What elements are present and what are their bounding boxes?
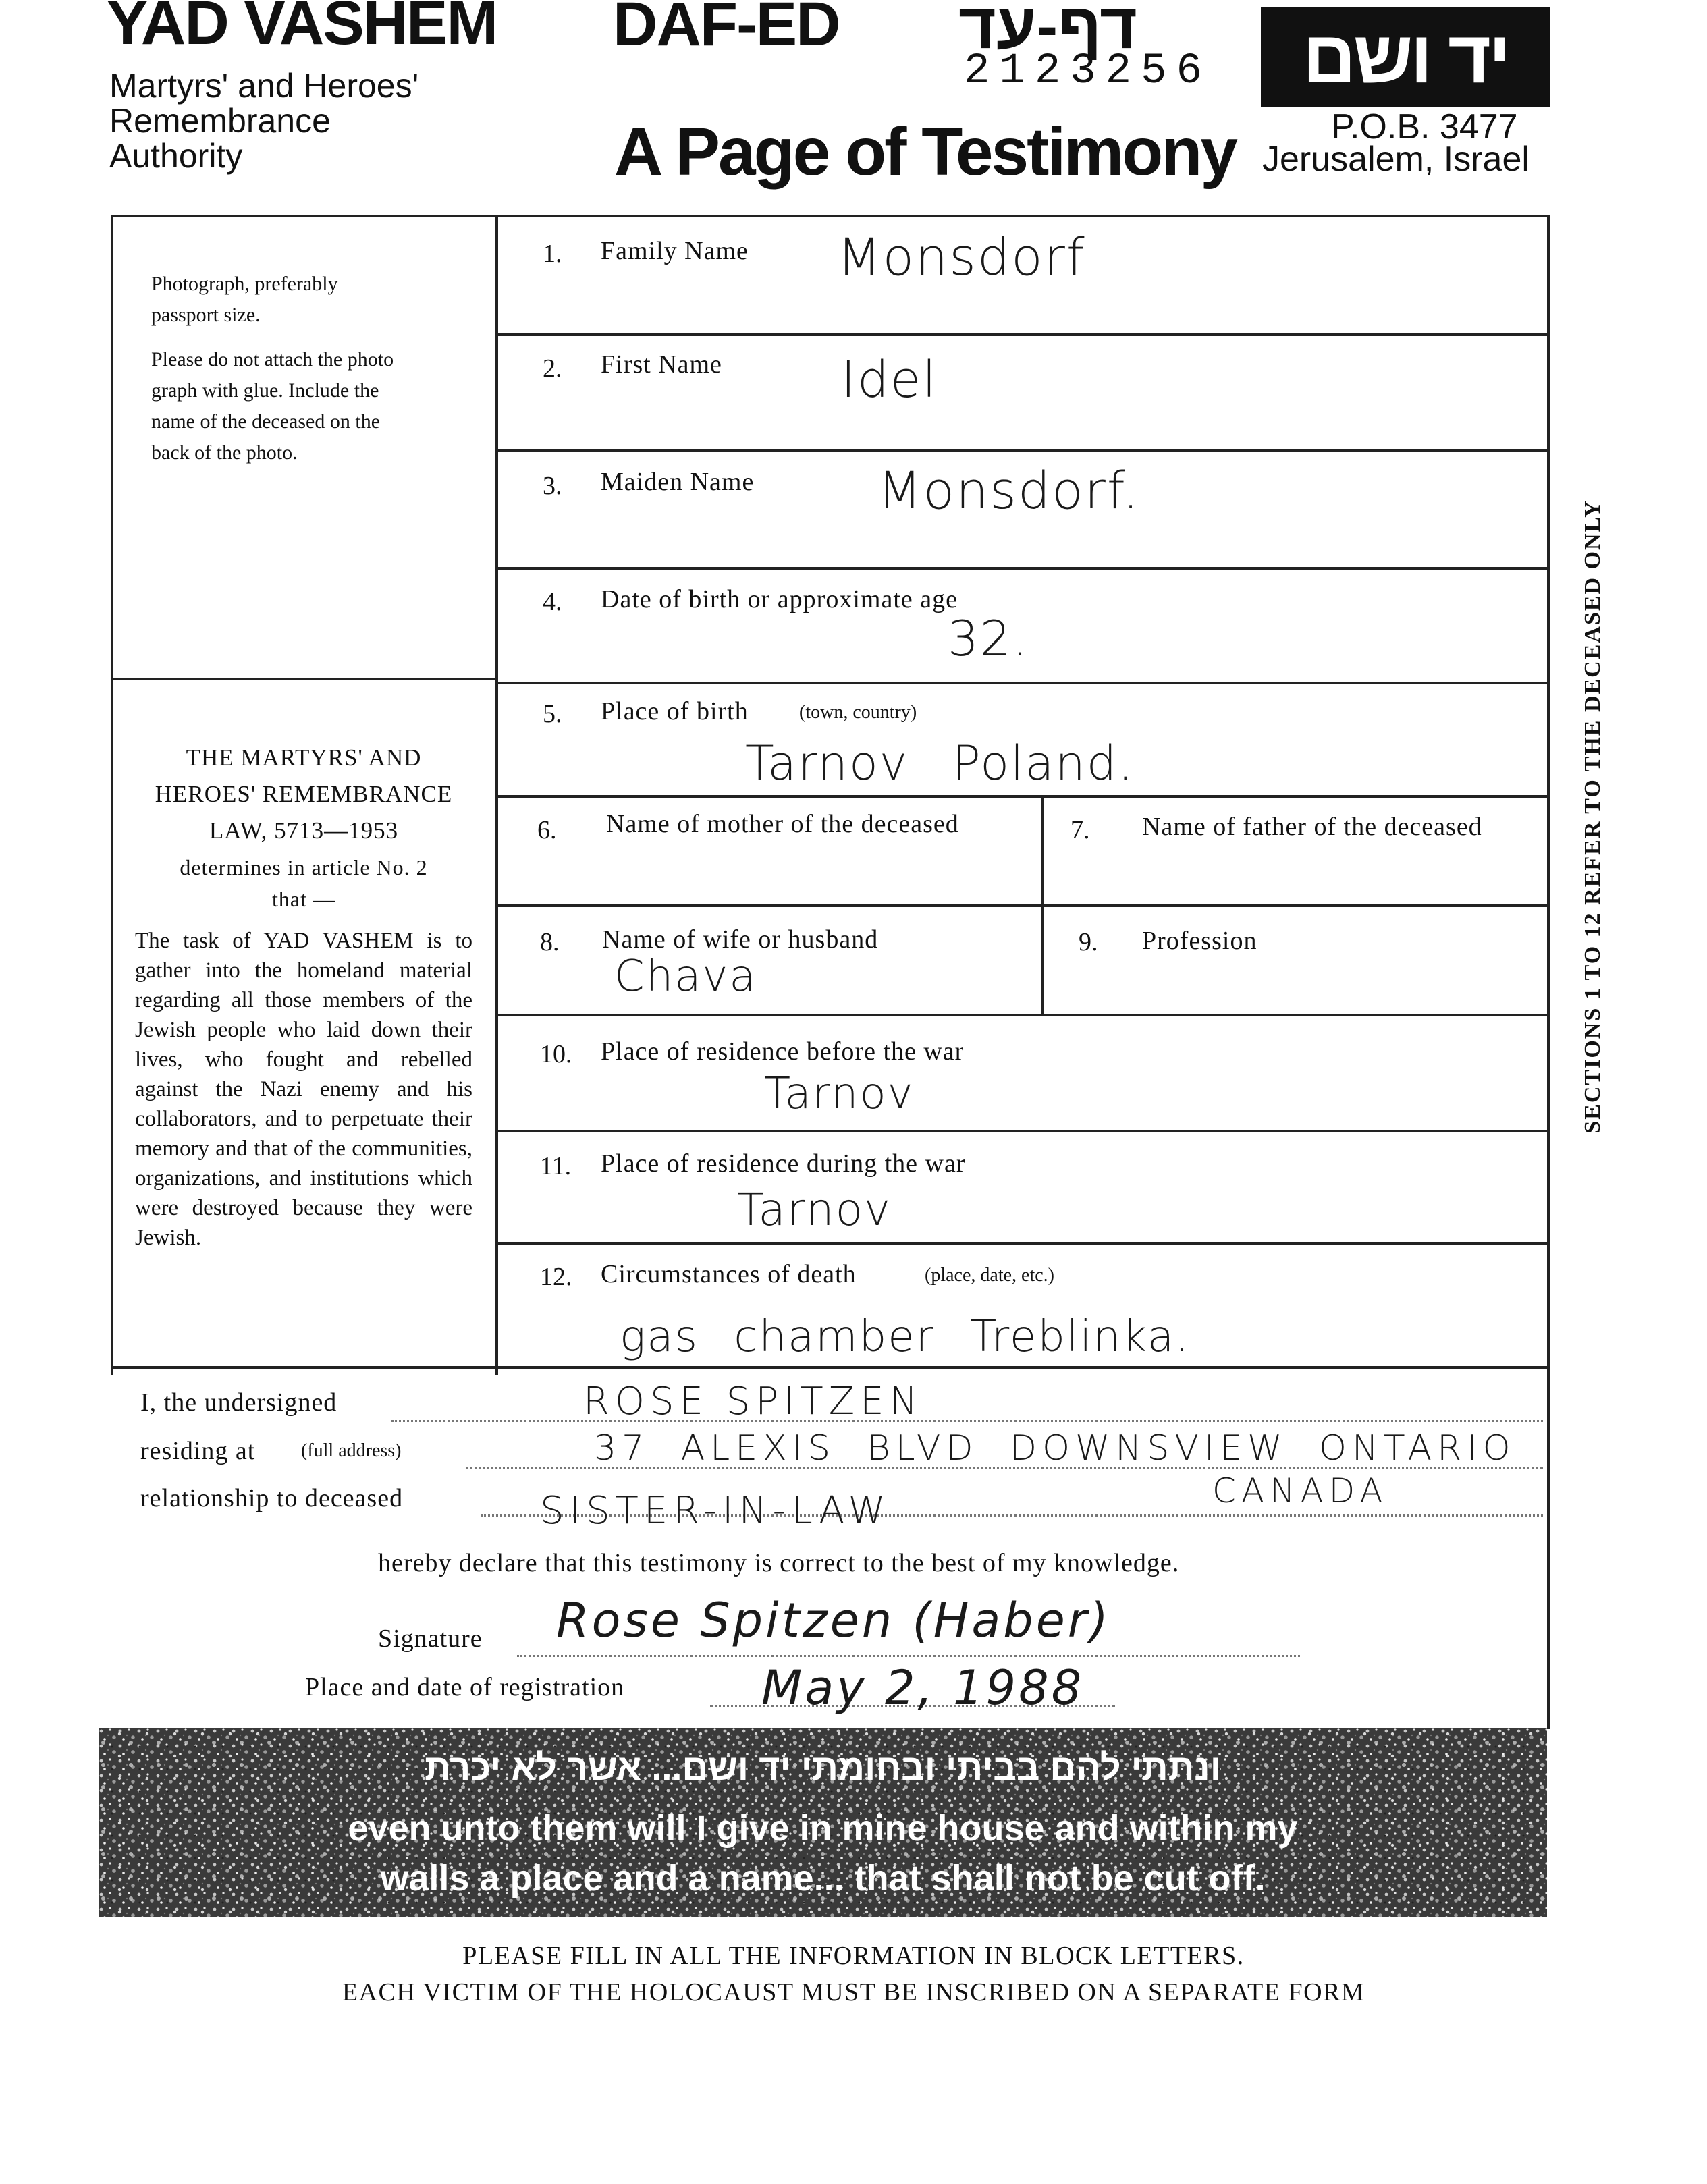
death-circumstances-sublabel: (place, date, etc.) bbox=[925, 1265, 1054, 1286]
field-number: 12. bbox=[540, 1263, 572, 1291]
logo-hebrew: יד ושם bbox=[1302, 15, 1509, 99]
org-title: YAD VASHEM bbox=[107, 0, 497, 57]
field-number: 5. bbox=[543, 700, 562, 728]
org-subtitle-line-3: Authority bbox=[109, 137, 243, 175]
residing-label: residing at bbox=[140, 1437, 256, 1465]
father-name-label: Name of father of the deceased bbox=[1142, 813, 1482, 841]
first-name-value: Idel bbox=[841, 351, 938, 409]
footer-line-1: PLEASE FILL IN ALL THE INFORMATION IN BLOCK LETTERS. bbox=[462, 1942, 1245, 1970]
maiden-name-label: Maiden Name bbox=[601, 468, 755, 496]
residence-during-value: Tarnov bbox=[737, 1184, 892, 1236]
signature-label: Signature bbox=[378, 1625, 483, 1653]
left-panel-divider bbox=[111, 678, 497, 680]
residence-during-label: Place of residence during the war bbox=[601, 1149, 966, 1178]
banner-line-1: even unto them will I give in mine house and within my bbox=[348, 1808, 1298, 1849]
city: Jerusalem, Israel bbox=[1262, 140, 1529, 179]
spouse-name-value: Chava bbox=[614, 952, 757, 1002]
side-note bbox=[1573, 432, 1613, 1201]
form-right-border bbox=[1547, 215, 1550, 1729]
form-top-border bbox=[111, 215, 1550, 217]
signature-line bbox=[517, 1655, 1300, 1657]
residing-value: 37 ALEXIS BLVD DOWNSVIEW ONTARIO bbox=[594, 1428, 1516, 1469]
birth-date-label: Date of birth or approximate age bbox=[601, 585, 958, 613]
birth-place-value: Tarnov Poland. bbox=[745, 736, 1135, 791]
row-divider bbox=[495, 682, 1550, 684]
profession-label: Profession bbox=[1142, 927, 1257, 955]
mother-name-label: Name of mother of the deceased bbox=[606, 810, 959, 838]
split-divider bbox=[1041, 795, 1044, 1015]
page-title: A Page of Testimony bbox=[614, 114, 1236, 190]
po-box: P.O.B. 3477 bbox=[1331, 107, 1518, 146]
row-divider bbox=[495, 333, 1550, 336]
yad-vashem-logo bbox=[1261, 7, 1550, 107]
row-divider bbox=[495, 1242, 1550, 1245]
side-note-text: SECTIONS 1 TO 12 REFER TO THE DECEASED ONLY bbox=[1580, 499, 1605, 1134]
daf-ed-hebrew: דף-עד bbox=[958, 0, 1137, 62]
banner-line-2: walls a place and a name... that shall not be cut off. bbox=[380, 1858, 1266, 1899]
serial-number: 2123256 bbox=[964, 47, 1212, 96]
scripture-banner bbox=[99, 1728, 1547, 1917]
undersigned-label: I, the undersigned bbox=[140, 1388, 337, 1417]
relationship-label: relationship to deceased bbox=[140, 1484, 404, 1512]
row-divider bbox=[495, 904, 1550, 907]
residing-value-line-2: CANADA bbox=[1212, 1471, 1388, 1510]
death-circumstances-label: Circumstances of death bbox=[601, 1260, 857, 1288]
birth-place-label: Place of birth bbox=[601, 697, 749, 726]
photo-note-1: Photograph, preferably passport size. bbox=[151, 273, 338, 326]
residence-before-label: Place of residence before the war bbox=[601, 1037, 965, 1066]
residence-before-value: Tarnov bbox=[764, 1069, 915, 1119]
row-divider bbox=[495, 567, 1550, 570]
form-left-border bbox=[111, 215, 113, 1375]
field-number: 6. bbox=[537, 816, 557, 844]
signature-value: Rose Spitzen (Haber) bbox=[556, 1593, 1111, 1648]
death-circumstances-value: gas chamber Treblinka. bbox=[620, 1312, 1191, 1362]
field-number: 8. bbox=[540, 928, 560, 956]
row-divider bbox=[495, 1014, 1550, 1016]
field-number: 3. bbox=[543, 472, 562, 500]
field-number: 4. bbox=[543, 588, 562, 616]
maiden-name-value: Monsdorf. bbox=[877, 460, 1141, 520]
field-number: 11. bbox=[540, 1152, 572, 1180]
first-name-label: First Name bbox=[601, 350, 722, 379]
registration-label: Place and date of registration bbox=[305, 1673, 625, 1701]
row-divider bbox=[495, 1130, 1550, 1132]
org-subtitle-line-2: Remembrance bbox=[109, 102, 331, 140]
declaration-statement: hereby declare that this testimony is correct to the best of my knowledge. bbox=[378, 1549, 1180, 1577]
footer-line-2: EACH VICTIM OF THE HOLOCAUST MUST BE INSCRIBED ON A SEPARATE FORM bbox=[342, 1978, 1365, 2006]
org-subtitle-line-1: Martyrs' and Heroes' bbox=[109, 67, 419, 105]
row-divider bbox=[495, 449, 1550, 452]
photo-note-2: Please do not attach the photo graph with glue. Include the name of the deceased on the back of the photo. bbox=[151, 348, 394, 464]
family-name-label: Family Name bbox=[601, 237, 749, 265]
remembrance-law-text: THE MARTYRS' AND HEROES' REMEMBRANCE LAW, 5713—1953 determines in article No. 2 that — The task of YAD VASHEM is to gather into the homeland material regarding all those members of the Jewish people who laid down their lives, who fought and rebelled against the Nazi enemy and his collaborators, and to perpetuate their memory and that of the communities, organizations, and institutions which were destroyed because they were Jewish. bbox=[135, 744, 472, 1250]
family-name-value: Monsdorf bbox=[837, 227, 1086, 287]
residing-sublabel: (full address) bbox=[301, 1440, 402, 1461]
undersigned-line bbox=[391, 1420, 1543, 1422]
daf-ed-title: DAF-ED bbox=[613, 0, 840, 59]
birth-place-sublabel: (town, country) bbox=[799, 702, 917, 723]
field-number: 9. bbox=[1079, 928, 1098, 956]
form-section-divider bbox=[111, 1366, 1550, 1369]
field-number: 1. bbox=[543, 240, 562, 268]
row-divider bbox=[495, 795, 1550, 798]
field-number: 2. bbox=[543, 354, 562, 383]
undersigned-value: ROSE SPITZEN bbox=[583, 1380, 923, 1423]
spouse-name-label: Name of wife or husband bbox=[602, 925, 879, 954]
registration-value: May 2, 1988 bbox=[761, 1660, 1085, 1716]
field-number: 7. bbox=[1071, 816, 1090, 844]
relationship-value: SISTER-IN-LAW bbox=[540, 1489, 891, 1533]
banner-hebrew: ונתתי להם בביתי ובחומתי יד ושם... אשר לא יכרת bbox=[424, 1747, 1222, 1788]
birth-date-value: 32. bbox=[948, 610, 1029, 667]
field-number: 10. bbox=[540, 1040, 572, 1068]
